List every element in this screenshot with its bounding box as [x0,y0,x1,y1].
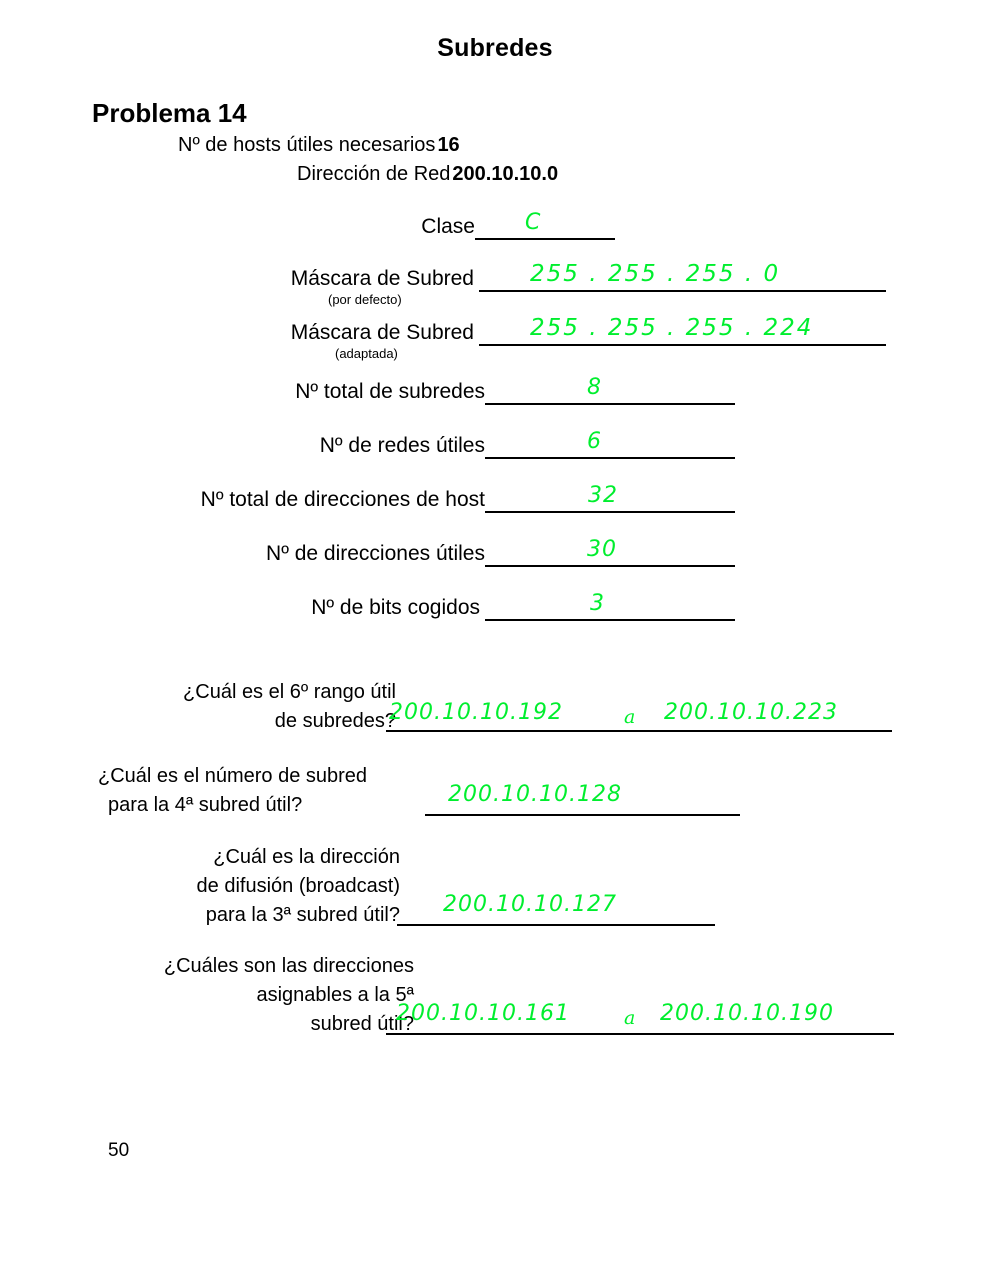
field-label-mask-default: Máscara de Subred [290,267,474,290]
field-answer-mask-default: 255 . 255 . 255 . 0 [530,261,781,287]
given-network-value: 200.10.10.0 [452,163,559,185]
field-answer-usable-addresses: 30 [587,537,617,562]
field-row-clase [180,206,620,240]
field-label-borrowed-bits: Nº de bits cogidos [311,596,480,619]
field-label-total-subnets: Nº total de subredes [295,380,485,403]
field-row-total-host-addresses [155,479,735,513]
question-3-line-2: de difusión (broadcast) [196,875,400,897]
question-4-line-2: asignables a la 5ª [256,984,414,1006]
field-row-usable-networks [155,425,735,459]
question-4 [0,952,990,1042]
field-answer-borrowed-bits: 3 [590,591,605,616]
field-blank-borrowed-bits[interactable] [485,593,735,621]
field-caption-adaptada: (adaptada) [335,346,398,361]
question-3 [0,843,990,933]
question-1 [0,678,990,738]
question-3-answer: 200.10.10.127 [443,892,617,917]
field-answer-mask-adapted: 255 . 255 . 255 . 224 [530,315,814,341]
page-title: Subredes [437,34,553,62]
question-2-line-2: para la 4ª subred útil? [108,794,303,816]
page-number: 50 [108,1140,130,1161]
field-blank-clase[interactable] [475,212,615,240]
question-4-connector: a [624,1007,636,1029]
given-hosts-value: 16 [437,134,460,156]
field-row-total-subnets [155,371,735,405]
question-4-answer-start: 200.10.10.161 [396,1001,570,1026]
field-caption-por-defecto: (por defecto) [328,292,402,307]
question-1-line-2: de subredes? [274,710,396,732]
field-label-usable-addresses: Nº de direcciones útiles [266,542,485,565]
field-row-mask-default [180,258,886,307]
problem-heading: Problema 14 [92,98,247,128]
given-network-row [297,163,558,186]
question-2 [0,762,990,822]
question-2-line-1: ¿Cuál es el número de subred [98,765,368,787]
field-row-borrowed-bits [155,587,735,621]
question-1-answer-end: 200.10.10.223 [664,700,838,725]
question-3-line-3: para la 3ª subred útil? [205,904,400,926]
field-label-mask-adapted: Máscara de Subred [290,321,474,344]
question-2-answer: 200.10.10.128 [448,782,622,807]
field-label-total-host-addresses: Nº total de direcciones de host [200,488,485,511]
given-hosts-label: Nº de hosts útiles necesarios [178,134,436,156]
question-1-line-1: ¿Cuál es el 6º rango útil [183,681,396,703]
field-answer-total-subnets: 8 [587,375,602,400]
question-4-answer-end: 200.10.10.190 [660,1001,834,1026]
field-answer-usable-networks: 6 [587,429,602,454]
question-1-connector: a [624,706,636,728]
question-1-answer-start: 200.10.10.192 [389,700,563,725]
question-4-line-3: subred útil? [310,1013,414,1035]
field-blank-usable-networks[interactable] [485,431,735,459]
field-label-clase: Clase [421,215,475,238]
field-answer-clase: C [525,210,542,235]
question-3-line-1: ¿Cuál es la dirección [213,846,400,868]
field-answer-total-host-addresses: 32 [588,483,618,508]
field-label-usable-networks: Nº de redes útiles [319,434,485,457]
given-network-label: Dirección de Red [297,163,451,185]
field-row-mask-adapted [180,312,886,361]
field-blank-total-subnets[interactable] [485,377,735,405]
question-4-line-1: ¿Cuáles son las direcciones [163,955,414,977]
field-row-usable-addresses [155,533,735,567]
given-hosts-row [178,134,460,157]
